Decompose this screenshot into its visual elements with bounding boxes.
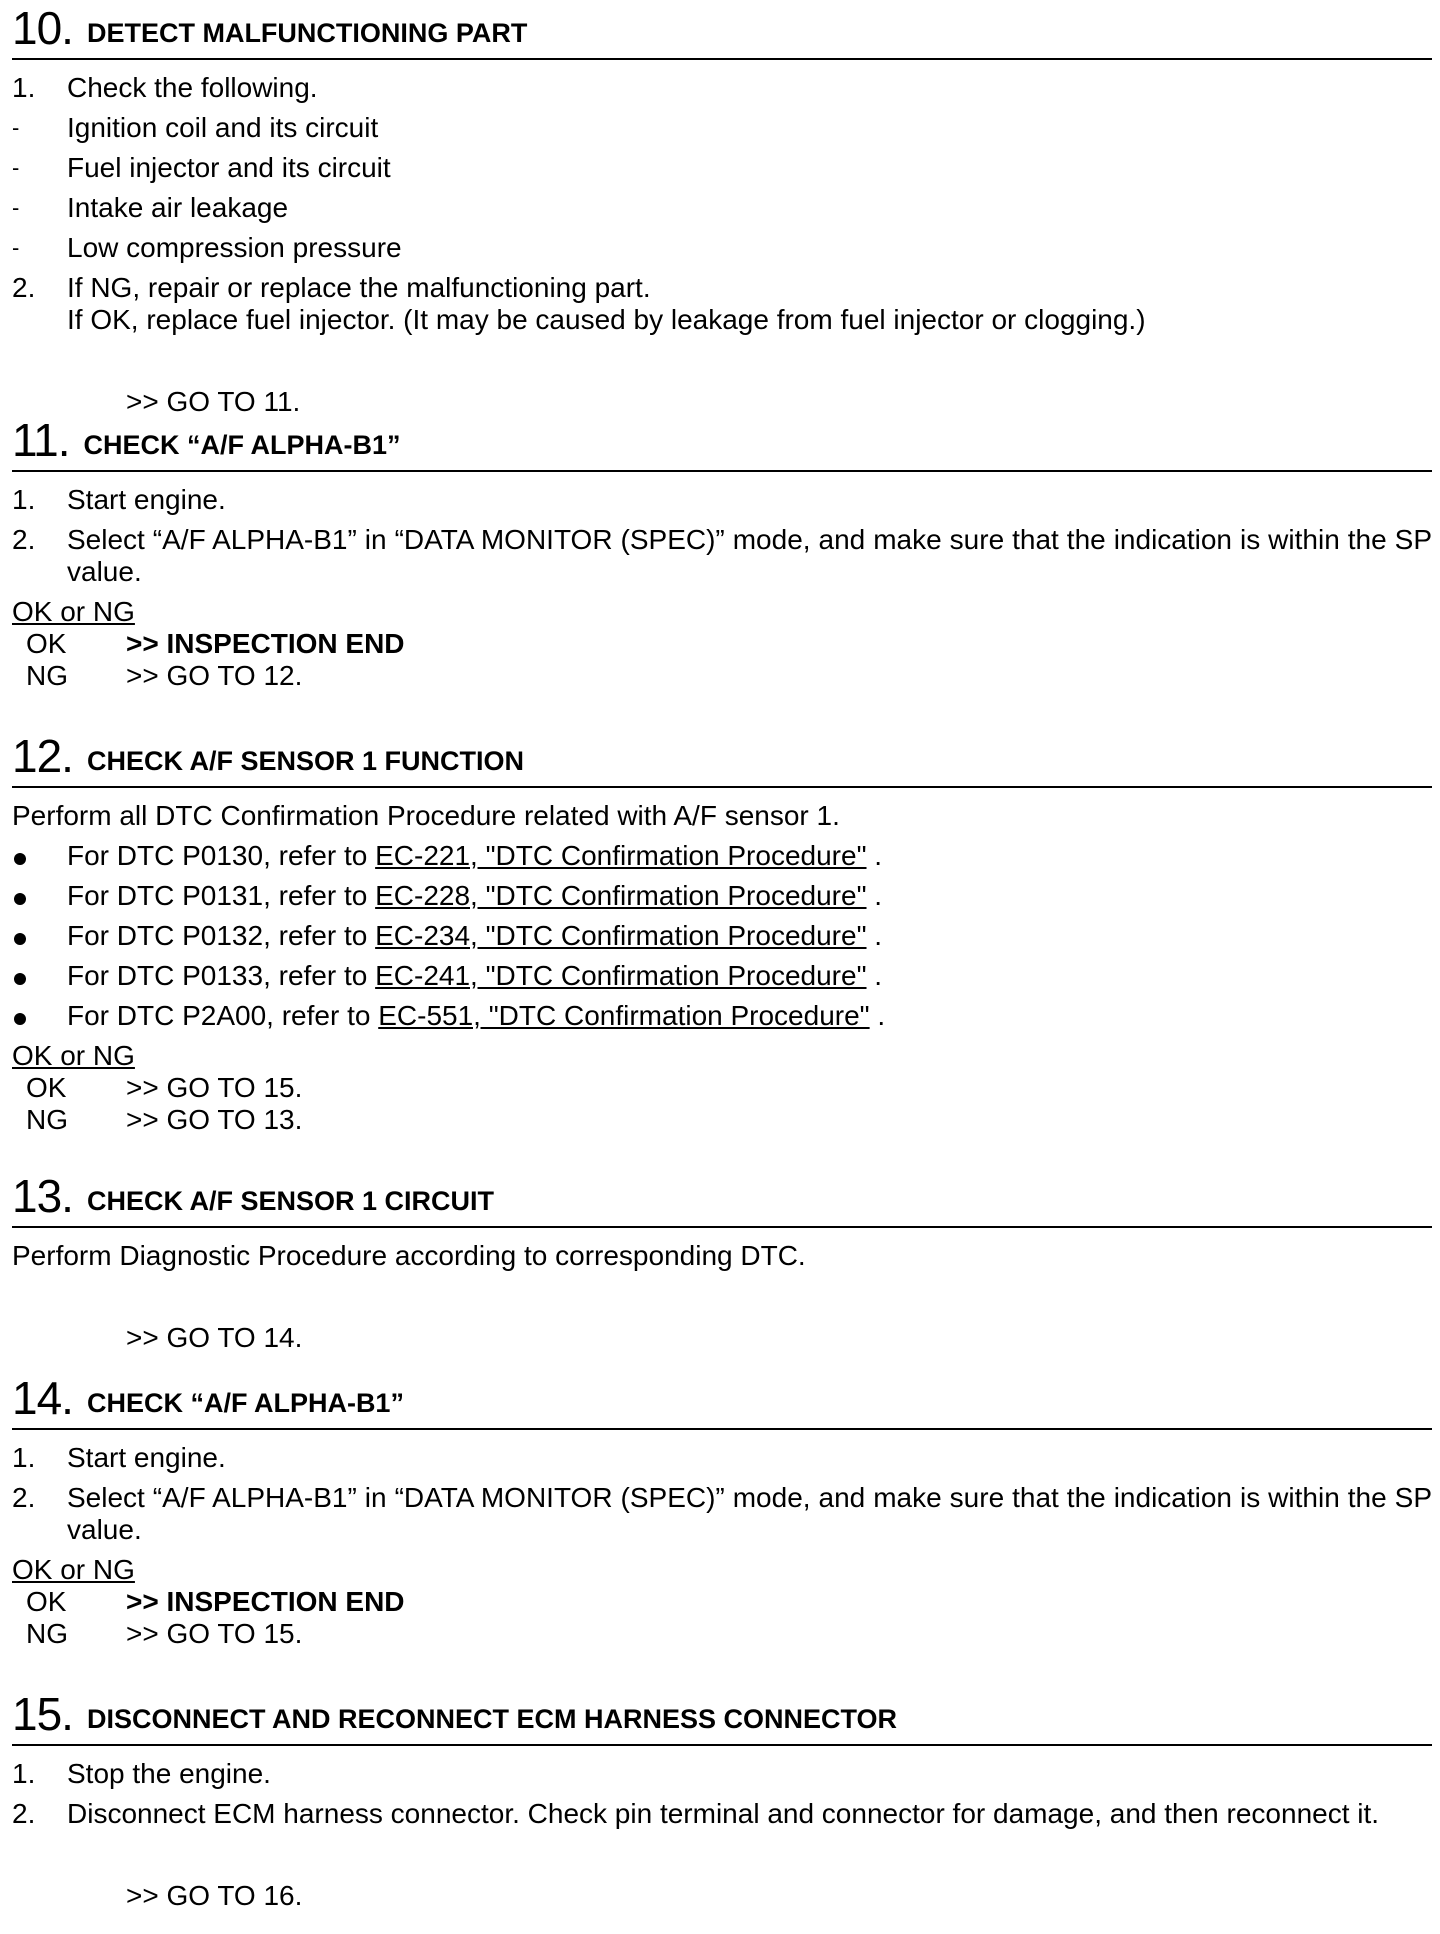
ng-result-row: NG >> GO TO 12. [26, 660, 303, 691]
bullet-icon [14, 1013, 26, 1025]
link-ec-551[interactable]: EC-551, "DTC Confirmation Procedure" [378, 1000, 870, 1031]
bullet-icon [14, 893, 26, 905]
list-item: 2. Select “A/F ALPHA-B1” in “DATA MONITOR (SPEC)” mode, and make sure that the indication is within the SP value. [12, 1482, 1432, 1545]
list-item: 1. Check the following. [12, 72, 318, 103]
dash-item: - Ignition coil and its circuit [12, 112, 379, 143]
step-title: DISCONNECT AND RECONNECT ECM HARNESS CONNECTOR [86, 1704, 897, 1734]
goto-text: >> GO TO 16. [126, 1880, 303, 1911]
step-15-header [12, 1688, 1432, 1746]
step-12-header [12, 730, 1432, 788]
list-item: For DTC P0133, refer to EC-241, "DTC Confirmation Procedure" . [12, 960, 1432, 1000]
dash-marker: - [12, 195, 20, 220]
list-item: 2. Select “A/F ALPHA-B1” in “DATA MONITOR (SPEC)” mode, and make sure that the indication is within the SP value. [12, 524, 1432, 587]
step-number: 10. [12, 2, 73, 54]
step-10-header [12, 0, 1432, 60]
ok-or-ng-label: OK or NG [12, 1040, 135, 1071]
step-13-header [12, 1170, 1432, 1228]
step-title: CHECK A/F SENSOR 1 FUNCTION [86, 746, 524, 776]
link-ec-234[interactable]: EC-234, "DTC Confirmation Procedure" [375, 920, 867, 951]
list-item: 1. Stop the engine. [12, 1758, 271, 1789]
step-title: CHECK “A/F ALPHA-B1” [86, 1388, 404, 1418]
step-14-header [12, 1372, 1432, 1430]
step-number: 14. [12, 1372, 73, 1424]
step-number: 12. [12, 730, 73, 782]
list-item: 2. Disconnect ECM harness connector. Check pin terminal and connector for damage, and then reconnect it. [12, 1798, 1380, 1829]
step-15 [12, 1688, 1432, 1928]
list-item: 1. Start engine. [12, 1442, 226, 1473]
bullet-icon [14, 973, 26, 985]
dash-item: - Fuel injector and its circuit [12, 152, 391, 183]
dash-marker: - [12, 115, 20, 140]
step-13 [12, 1170, 1432, 1376]
step-title: CHECK A/F SENSOR 1 CIRCUIT [86, 1186, 494, 1216]
dash-marker: - [12, 235, 20, 260]
dash-marker: - [12, 155, 20, 180]
list-item: For DTC P2A00, refer to EC-551, "DTC Confirmation Procedure" . [12, 1000, 1432, 1040]
list-item: 2. If NG, repair or replace the malfunctioning part. [12, 272, 651, 303]
dash-item: - Intake air leakage [12, 192, 289, 223]
ng-result-row: NG >> GO TO 13. [26, 1104, 303, 1135]
bullet-icon [14, 853, 26, 865]
step-10 [12, 0, 1432, 418]
step-number: 15. [12, 1688, 73, 1740]
goto-text: >> GO TO 14. [126, 1322, 303, 1353]
ok-result-row: OK >> GO TO 15. [26, 1072, 303, 1103]
step-number: 11. [12, 414, 70, 466]
step-12 [12, 730, 1432, 1174]
intro-text: Perform all DTC Confirmation Procedure related with A/F sensor 1. [12, 800, 840, 831]
step-title: CHECK “A/F ALPHA-B1” [83, 430, 401, 460]
list-item: For DTC P0130, refer to EC-221, "DTC Confirmation Procedure" . [12, 840, 1432, 880]
list-item: 1. Start engine. [12, 484, 226, 515]
document-page [12, 0, 1432, 1934]
link-ec-228[interactable]: EC-228, "DTC Confirmation Procedure" [375, 880, 867, 911]
ok-result-row: OK >> INSPECTION END [26, 1586, 405, 1617]
step-14 [12, 1372, 1432, 1692]
ok-result-row: OK >> INSPECTION END [26, 628, 405, 659]
list-item: For DTC P0132, refer to EC-234, "DTC Confirmation Procedure" . [12, 920, 1432, 960]
step-title: DETECT MALFUNCTIONING PART [86, 18, 528, 48]
step-number: 13. [12, 1170, 73, 1222]
list-item: For DTC P0131, refer to EC-228, "DTC Confirmation Procedure" . [12, 880, 1432, 920]
link-ec-241[interactable]: EC-241, "DTC Confirmation Procedure" [375, 960, 867, 991]
dash-item: - Low compression pressure [12, 232, 402, 263]
bullet-icon [14, 933, 26, 945]
step-11 [12, 414, 1432, 734]
step-11-header [12, 414, 1432, 472]
ok-or-ng-label: OK or NG [12, 596, 135, 627]
ok-or-ng-label: OK or NG [12, 1554, 135, 1585]
link-ec-221[interactable]: EC-221, "DTC Confirmation Procedure" [375, 840, 867, 871]
ng-result-row: NG >> GO TO 15. [26, 1618, 303, 1649]
list-item-continued: If OK, replace fuel injector. (It may be caused by leakage from fuel injector or clogging.) [67, 304, 1146, 335]
goto-text: >> GO TO 11. [126, 386, 301, 417]
intro-text: Perform Diagnostic Procedure according to corresponding DTC. [12, 1240, 806, 1271]
